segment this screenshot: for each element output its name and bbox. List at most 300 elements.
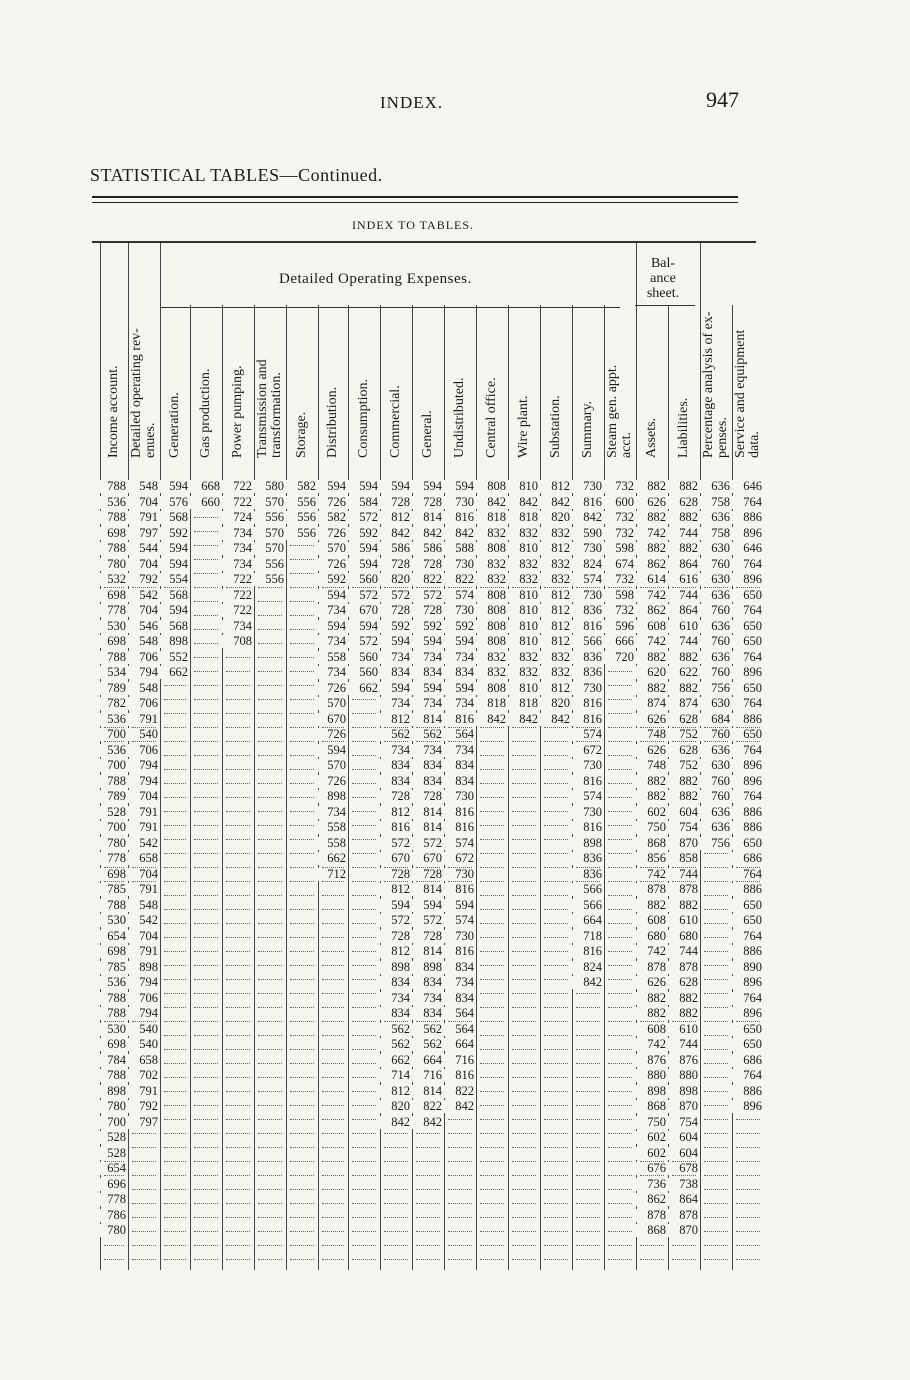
table-cell: 650 bbox=[732, 914, 762, 927]
table-cell: 556 bbox=[254, 558, 284, 571]
dot-leader bbox=[384, 741, 408, 742]
table-cell: 898 bbox=[318, 790, 346, 803]
table-cell: 536 bbox=[100, 976, 126, 989]
table-cell: 548 bbox=[128, 899, 158, 912]
table-cell: 834 bbox=[444, 775, 474, 788]
table-cell: 791 bbox=[128, 511, 158, 524]
dot-leader bbox=[194, 1133, 218, 1134]
dot-leader bbox=[544, 937, 568, 938]
table-cell: 670 bbox=[348, 604, 378, 617]
dot-leader bbox=[576, 1147, 600, 1148]
table-cell: 730 bbox=[444, 868, 474, 881]
dot-leader bbox=[290, 839, 314, 840]
table-cell: 570 bbox=[254, 496, 284, 509]
table-cell: 730 bbox=[572, 480, 602, 493]
dot-leader bbox=[226, 825, 250, 826]
table-cell: 592 bbox=[444, 620, 474, 633]
table-cell: 780 bbox=[100, 837, 126, 850]
table-cell: 594 bbox=[380, 635, 410, 648]
dot-leader bbox=[104, 1259, 124, 1260]
table-cell: 574 bbox=[572, 728, 602, 741]
column-header-wire-line1: Wire plant. bbox=[516, 395, 531, 458]
table-cell: 562 bbox=[412, 1038, 442, 1051]
table-cell: 562 bbox=[380, 728, 410, 741]
balance-line-1: Bal- bbox=[650, 256, 676, 271]
table-cell: 704 bbox=[128, 558, 158, 571]
table-cell: 794 bbox=[128, 759, 158, 772]
dot-leader bbox=[164, 699, 186, 700]
table-cell: 628 bbox=[668, 976, 698, 989]
column-header-generation-line1: Generation. bbox=[167, 392, 182, 458]
table-cell: 780 bbox=[100, 1224, 126, 1237]
table-cell: 898 bbox=[128, 961, 158, 974]
table-cell: 832 bbox=[508, 573, 538, 586]
dot-leader bbox=[512, 1245, 536, 1246]
table-cell: 698 bbox=[100, 945, 126, 958]
dot-leader bbox=[194, 1105, 218, 1106]
dot-leader bbox=[512, 895, 536, 896]
dot-leader bbox=[608, 797, 632, 798]
table-cell: 878 bbox=[668, 961, 698, 974]
table-cell: 680 bbox=[668, 930, 698, 943]
column-rule-storage bbox=[286, 305, 287, 1270]
table-cell: 760 bbox=[700, 728, 730, 741]
table-cell: 734 bbox=[318, 806, 346, 819]
dot-leader bbox=[480, 1049, 504, 1050]
table-cell: 754 bbox=[668, 821, 698, 834]
dot-leader bbox=[512, 755, 536, 756]
dot-leader bbox=[290, 993, 314, 994]
dot-leader bbox=[194, 853, 218, 854]
dot-leader bbox=[290, 1035, 314, 1036]
table-cell: 636 bbox=[700, 511, 730, 524]
table-cell: 898 bbox=[636, 1085, 666, 1098]
table-cell: 880 bbox=[636, 1069, 666, 1082]
table-cell: 698 bbox=[100, 589, 126, 602]
dot-leader bbox=[512, 993, 536, 994]
table-cell: 630 bbox=[700, 697, 730, 710]
table-cell: 732 bbox=[604, 511, 634, 524]
dot-leader bbox=[608, 783, 632, 784]
dot-leader bbox=[226, 1077, 250, 1078]
table-cell: 728 bbox=[412, 930, 442, 943]
table-cell: 832 bbox=[508, 651, 538, 664]
table-cell: 596 bbox=[604, 620, 634, 633]
dot-leader bbox=[544, 839, 568, 840]
table-cell: 896 bbox=[732, 775, 762, 788]
table-cell: 674 bbox=[604, 558, 634, 571]
table-cell: 758 bbox=[700, 527, 730, 540]
dot-leader bbox=[544, 1119, 568, 1120]
dot-leader bbox=[704, 979, 728, 980]
dot-leader bbox=[512, 727, 536, 728]
dot-leader bbox=[480, 797, 504, 798]
table-cell: 592 bbox=[160, 527, 188, 540]
table-cell: 791 bbox=[128, 821, 158, 834]
dot-leader bbox=[258, 1091, 282, 1092]
column-header-steam-line2: acct. bbox=[619, 431, 634, 458]
table-cell: 662 bbox=[348, 682, 378, 695]
dot-leader bbox=[608, 685, 632, 686]
dot-leader bbox=[258, 979, 282, 980]
dot-leader bbox=[322, 1231, 344, 1232]
table-cell: 898 bbox=[380, 961, 410, 974]
table-cell: 636 bbox=[700, 651, 730, 664]
dot-leader bbox=[512, 1091, 536, 1092]
table-cell: 660 bbox=[190, 496, 220, 509]
table-cell: 734 bbox=[318, 666, 346, 679]
dot-leader bbox=[544, 1133, 568, 1134]
table-cell: 558 bbox=[318, 821, 346, 834]
dot-leader bbox=[104, 741, 124, 742]
dot-leader bbox=[704, 895, 728, 896]
table-cell: 842 bbox=[540, 496, 570, 509]
table-cell: 670 bbox=[380, 852, 410, 865]
table-cell: 810 bbox=[508, 635, 538, 648]
table-cell: 732 bbox=[604, 604, 634, 617]
table-cell: 594 bbox=[318, 589, 346, 602]
dot-leader bbox=[226, 685, 250, 686]
dot-leader bbox=[704, 1119, 728, 1120]
table-cell: 574 bbox=[572, 573, 602, 586]
dot-leader bbox=[164, 895, 186, 896]
table-cell: 842 bbox=[444, 1100, 474, 1113]
column-header-substation-line1: Substation. bbox=[548, 395, 563, 458]
dot-leader bbox=[194, 937, 218, 938]
dot-leader bbox=[290, 727, 314, 728]
dot-leader bbox=[480, 741, 504, 742]
dot-leader bbox=[226, 797, 250, 798]
dot-leader bbox=[352, 811, 376, 812]
table-cell: 896 bbox=[732, 666, 762, 679]
dot-leader bbox=[544, 951, 568, 952]
dot-leader bbox=[448, 1175, 472, 1176]
table-cell: 732 bbox=[604, 480, 634, 493]
dot-leader bbox=[352, 1049, 376, 1050]
dot-leader bbox=[258, 727, 282, 728]
dot-leader bbox=[194, 1217, 218, 1218]
column-header-liabilities-line1: Liabilities. bbox=[676, 397, 691, 458]
table-cell: 832 bbox=[476, 666, 506, 679]
dot-leader bbox=[608, 895, 632, 896]
dot-leader bbox=[164, 1007, 186, 1008]
table-cell: 744 bbox=[668, 589, 698, 602]
dot-leader bbox=[226, 811, 250, 812]
dot-leader bbox=[164, 797, 186, 798]
table-cell: 834 bbox=[380, 1007, 410, 1020]
dot-leader bbox=[290, 895, 314, 896]
table-cell: 734 bbox=[444, 651, 474, 664]
dot-leader bbox=[608, 1119, 632, 1120]
dot-leader bbox=[132, 1189, 156, 1190]
table-cell: 836 bbox=[572, 604, 602, 617]
dot-leader bbox=[416, 1175, 440, 1176]
dot-leader bbox=[704, 909, 728, 910]
dot-leader bbox=[512, 769, 536, 770]
column-header-storage bbox=[295, 412, 309, 458]
dot-leader bbox=[352, 1007, 376, 1008]
dot-leader bbox=[226, 1217, 250, 1218]
table-cell: 742 bbox=[636, 945, 666, 958]
dot-leader bbox=[480, 1133, 504, 1134]
table-cell: 808 bbox=[476, 542, 506, 555]
dot-leader bbox=[352, 1147, 376, 1148]
dot-leader bbox=[416, 1245, 440, 1246]
table-cell: 791 bbox=[128, 883, 158, 896]
table-cell: 862 bbox=[636, 1193, 666, 1206]
column-rule-distribution bbox=[318, 305, 319, 1270]
table-cell: 686 bbox=[732, 852, 762, 865]
dot-leader bbox=[258, 1035, 282, 1036]
dot-leader bbox=[480, 1161, 504, 1162]
table-cell: 842 bbox=[572, 976, 602, 989]
dot-leader bbox=[290, 1147, 314, 1148]
table-cell: 604 bbox=[668, 1147, 698, 1160]
table-cell: 730 bbox=[444, 930, 474, 943]
table-cell: 700 bbox=[100, 728, 126, 741]
dot-leader bbox=[448, 1161, 472, 1162]
dot-leader bbox=[608, 699, 632, 700]
table-cell: 744 bbox=[668, 1038, 698, 1051]
table-cell: 630 bbox=[700, 542, 730, 555]
dot-leader bbox=[322, 1161, 344, 1162]
table-cell: 797 bbox=[128, 527, 158, 540]
table-cell: 568 bbox=[160, 511, 188, 524]
table-cell: 834 bbox=[380, 775, 410, 788]
table-cell: 886 bbox=[732, 821, 762, 834]
table-cell: 704 bbox=[128, 868, 158, 881]
table-cell: 834 bbox=[380, 976, 410, 989]
column-header-revenues bbox=[130, 328, 158, 458]
column-header-generation bbox=[168, 392, 182, 458]
table-cell: 812 bbox=[380, 1085, 410, 1098]
table-cell: 728 bbox=[380, 604, 410, 617]
dot-leader bbox=[290, 1133, 314, 1134]
table-cell: 706 bbox=[128, 697, 158, 710]
table-cell: 566 bbox=[572, 635, 602, 648]
table-cell: 592 bbox=[348, 527, 378, 540]
table-cell: 832 bbox=[540, 666, 570, 679]
dot-leader bbox=[164, 993, 186, 994]
dot-leader bbox=[258, 615, 282, 616]
table-cell: 882 bbox=[636, 1007, 666, 1020]
table-cell: 726 bbox=[318, 558, 346, 571]
dot-leader bbox=[322, 1105, 344, 1106]
column-header-service-line2: data. bbox=[747, 431, 762, 458]
table-cell: 528 bbox=[100, 1147, 126, 1160]
dot-leader bbox=[290, 1021, 314, 1022]
dot-leader bbox=[194, 727, 218, 728]
column-header-transmission bbox=[256, 359, 284, 458]
dot-leader bbox=[736, 1133, 760, 1134]
column-rule-wire bbox=[508, 305, 509, 1270]
table-cell: 722 bbox=[222, 496, 252, 509]
table-cell: 882 bbox=[668, 992, 698, 1005]
dot-leader bbox=[352, 699, 376, 700]
table-cell: 594 bbox=[160, 604, 188, 617]
table-cell: 556 bbox=[286, 496, 316, 509]
column-header-income bbox=[107, 365, 121, 458]
table-cell: 670 bbox=[412, 852, 442, 865]
dot-leader bbox=[576, 741, 600, 742]
table-cell: 594 bbox=[444, 635, 474, 648]
dot-leader bbox=[576, 1105, 600, 1106]
table-cell: 720 bbox=[604, 651, 634, 664]
table-cell: 812 bbox=[540, 480, 570, 493]
dot-leader bbox=[704, 1175, 728, 1176]
dot-leader bbox=[132, 741, 156, 742]
table-cell: 816 bbox=[444, 806, 474, 819]
table-cell: 789 bbox=[100, 790, 126, 803]
table-cell: 544 bbox=[128, 542, 158, 555]
table-cell: 842 bbox=[412, 1116, 442, 1129]
table-cell: 734 bbox=[380, 651, 410, 664]
dot-leader bbox=[480, 1035, 504, 1036]
table-cell: 650 bbox=[732, 837, 762, 850]
table-cell: 658 bbox=[128, 852, 158, 865]
dot-leader bbox=[544, 1161, 568, 1162]
dot-leader bbox=[704, 1007, 728, 1008]
column-header-revenues-line1: Detailed operating rev- bbox=[129, 328, 144, 458]
table-cell: 734 bbox=[380, 697, 410, 710]
dot-leader bbox=[258, 713, 282, 714]
dot-leader bbox=[352, 783, 376, 784]
dot-leader bbox=[226, 1091, 250, 1092]
table-cell: 834 bbox=[444, 759, 474, 772]
dot-leader bbox=[736, 1189, 760, 1190]
dot-leader bbox=[608, 727, 632, 728]
table-cell: 570 bbox=[318, 697, 346, 710]
table-cell: 882 bbox=[636, 992, 666, 1005]
table-cell: 730 bbox=[444, 496, 474, 509]
dot-leader bbox=[290, 853, 314, 854]
column-header-liabilities bbox=[677, 398, 691, 458]
table-top-rule bbox=[92, 241, 756, 243]
dot-leader bbox=[290, 923, 314, 924]
table-cell: 636 bbox=[700, 480, 730, 493]
dot-leader bbox=[258, 853, 282, 854]
table-cell: 816 bbox=[572, 496, 602, 509]
dot-leader bbox=[512, 1231, 536, 1232]
dot-leader bbox=[544, 783, 568, 784]
column-header-transmission-line1: Transmission and bbox=[255, 359, 270, 458]
table-cell: 832 bbox=[476, 573, 506, 586]
dot-leader bbox=[352, 755, 376, 756]
table-cell: 788 bbox=[100, 542, 126, 555]
table-cell: 530 bbox=[100, 1023, 126, 1036]
table-cell: 564 bbox=[444, 728, 474, 741]
dot-leader bbox=[194, 755, 218, 756]
table-cell: 664 bbox=[444, 1038, 474, 1051]
dot-leader bbox=[576, 993, 600, 994]
dot-leader bbox=[512, 1105, 536, 1106]
dot-leader bbox=[226, 1119, 250, 1120]
table-cell: 750 bbox=[636, 821, 666, 834]
table-cell: 728 bbox=[380, 558, 410, 571]
dot-leader bbox=[608, 1259, 632, 1260]
dot-leader bbox=[544, 1189, 568, 1190]
dot-leader bbox=[194, 699, 218, 700]
dot-leader bbox=[290, 713, 314, 714]
dot-leader bbox=[608, 1217, 632, 1218]
dot-leader bbox=[290, 1259, 314, 1260]
dot-leader bbox=[704, 937, 728, 938]
dot-leader bbox=[608, 951, 632, 952]
dot-leader bbox=[258, 923, 282, 924]
table-cell: 626 bbox=[636, 744, 666, 757]
table-cell: 608 bbox=[636, 1023, 666, 1036]
table-cell: 842 bbox=[380, 1116, 410, 1129]
table-cell: 886 bbox=[732, 883, 762, 896]
table-cell: 706 bbox=[128, 651, 158, 664]
dot-leader bbox=[352, 951, 376, 952]
table-cell: 812 bbox=[540, 682, 570, 695]
dot-leader bbox=[352, 1245, 376, 1246]
table-cell: 528 bbox=[100, 806, 126, 819]
dot-leader bbox=[352, 937, 376, 938]
column-header-commercial-line1: Commercial. bbox=[388, 385, 403, 458]
dot-leader bbox=[512, 811, 536, 812]
table-cell: 816 bbox=[572, 775, 602, 788]
dot-leader bbox=[164, 1147, 186, 1148]
dot-leader bbox=[194, 1189, 218, 1190]
table-cell: 842 bbox=[508, 713, 538, 726]
table-cell: 756 bbox=[700, 682, 730, 695]
dot-leader bbox=[258, 671, 282, 672]
table-cell: 686 bbox=[732, 1054, 762, 1067]
dot-leader bbox=[704, 867, 728, 868]
dot-leader bbox=[352, 895, 376, 896]
dot-leader bbox=[132, 1231, 156, 1232]
dot-leader bbox=[164, 1175, 186, 1176]
dot-leader bbox=[512, 937, 536, 938]
table-cell: 728 bbox=[412, 496, 442, 509]
table-cell: 734 bbox=[222, 542, 252, 555]
column-rule-summary bbox=[572, 305, 573, 1270]
dot-leader bbox=[352, 867, 376, 868]
dot-leader bbox=[164, 1091, 186, 1092]
dot-leader bbox=[132, 1217, 156, 1218]
table-cell: 546 bbox=[128, 620, 158, 633]
dot-leader bbox=[164, 755, 186, 756]
table-cell: 662 bbox=[160, 666, 188, 679]
dot-leader bbox=[608, 1189, 632, 1190]
column-rule-transmission bbox=[254, 305, 255, 1270]
dot-leader bbox=[226, 979, 250, 980]
table-cell: 808 bbox=[476, 604, 506, 617]
dot-leader bbox=[226, 1133, 250, 1134]
dot-leader bbox=[704, 1077, 728, 1078]
dot-leader bbox=[512, 1035, 536, 1036]
dot-leader bbox=[226, 657, 250, 658]
dot-leader bbox=[226, 755, 250, 756]
dot-leader bbox=[576, 1203, 600, 1204]
dot-leader bbox=[544, 993, 568, 994]
dot-leader bbox=[194, 713, 218, 714]
table-cell: 726 bbox=[318, 682, 346, 695]
table-cell: 808 bbox=[476, 589, 506, 602]
dot-leader bbox=[164, 1161, 186, 1162]
table-cell: 750 bbox=[636, 1116, 666, 1129]
dot-leader bbox=[416, 1231, 440, 1232]
dot-leader bbox=[480, 909, 504, 910]
table-cell: 730 bbox=[572, 589, 602, 602]
dot-leader bbox=[226, 1203, 250, 1204]
table-cell: 862 bbox=[636, 558, 666, 571]
dot-leader bbox=[164, 825, 186, 826]
table-cell: 734 bbox=[412, 744, 442, 757]
table-cell: 748 bbox=[636, 728, 666, 741]
